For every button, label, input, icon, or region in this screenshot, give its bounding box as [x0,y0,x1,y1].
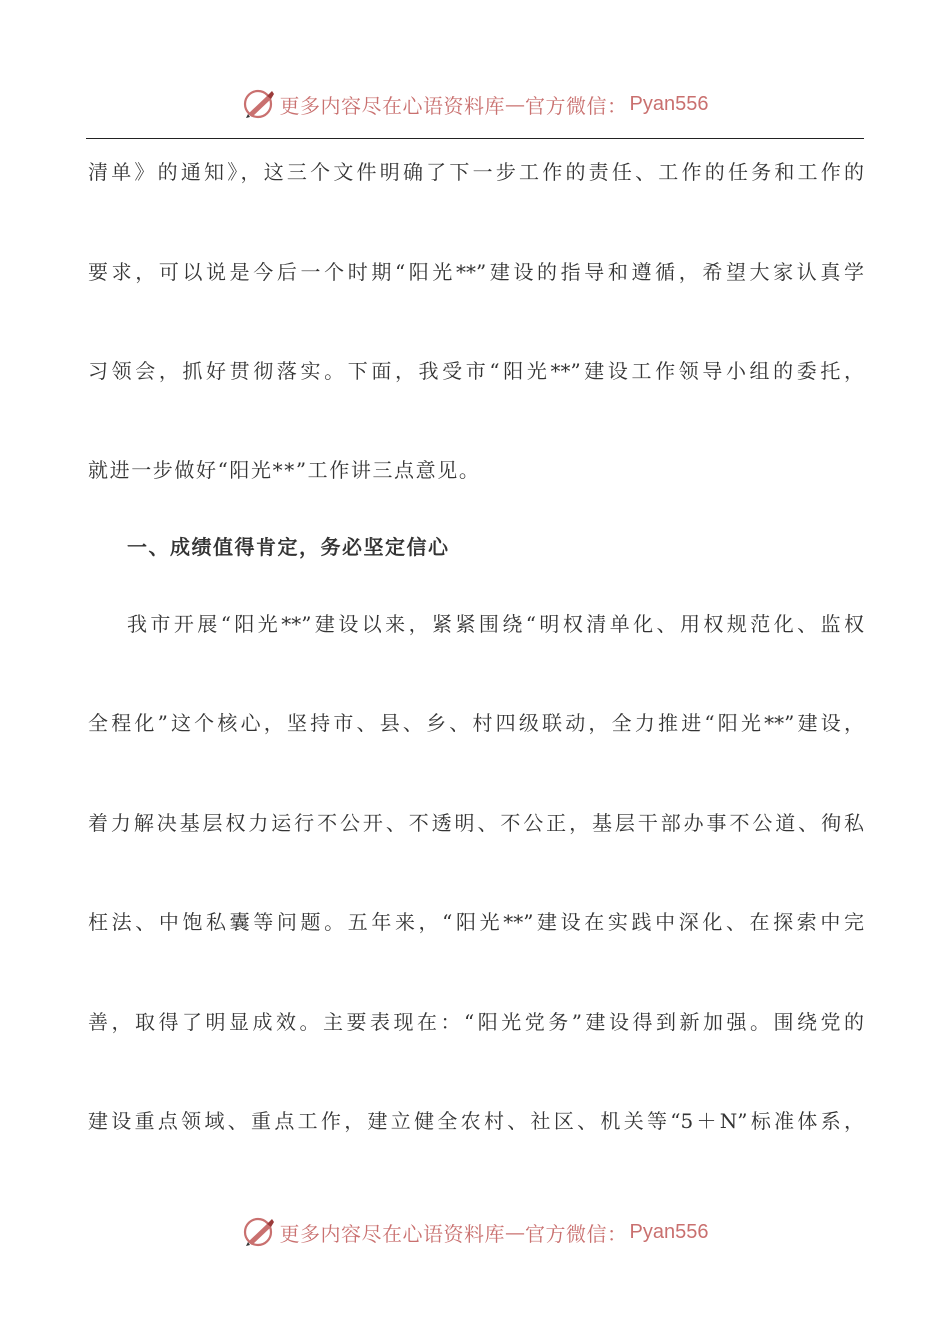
header-official-label: 官方微信： [525,93,628,118]
para2-line-5: 善，取得了明显成效。主要表现在：“阳光党务”建设得到新加强。围绕党的 [88,1010,864,1034]
footer-banner [0,1212,950,1252]
para2-line-4: 枉法、中饱私囊等问题。五年来，“阳光**”建设在实践中深化、在探索中完 [88,910,864,934]
para2-line-1: 我市开展“阳光**”建设以来，紧紧围绕“明权清单化、用权规范化、监权 [127,612,864,636]
pen-logo-icon [242,87,276,121]
para1-line-3: 习领会，抓好贯彻落实。下面，我受市“阳光**”建设工作领导小组的委托， [88,359,864,383]
header-banner [0,84,950,124]
para1-line-1: 清单》的通知》，这三个文件明确了下一步工作的责任、工作的任务和工作的 [88,160,864,184]
header-banner-dash: — [505,92,526,116]
para2-line-6: 建设重点领域、重点工作，建立健全农村、社区、机关等“5＋N”标准体系， [88,1109,864,1133]
footer-official-label: 官方微信： [525,1221,628,1246]
header-wechat-id: Pyan556 [629,92,709,115]
footer-banner-dash: — [505,1220,526,1244]
para2-line-3: 着力解决基层权力运行不公开、不透明、不公正，基层干部办事不公道、徇私 [88,811,864,835]
para1-line-4: 就进一步做好“阳光**”工作讲三点意见。 [88,458,481,482]
para1-line-2: 要求，可以说是今后一个时期“阳光**”建设的指导和遵循，希望大家认真学 [88,260,864,284]
para2-line-2: 全程化”这个核心，坚持市、县、乡、村四级联动，全力推进“阳光**”建设， [88,711,864,735]
header-divider [86,138,864,139]
footer-wechat-id: Pyan556 [629,1220,709,1243]
section-heading-1: 一、成绩值得肯定，务必坚定信心 [127,535,450,559]
footer-banner-text: 更多内容尽在心语资料库 [279,1221,506,1246]
pen-logo-icon [242,1215,276,1249]
header-banner-text: 更多内容尽在心语资料库 [279,93,506,118]
